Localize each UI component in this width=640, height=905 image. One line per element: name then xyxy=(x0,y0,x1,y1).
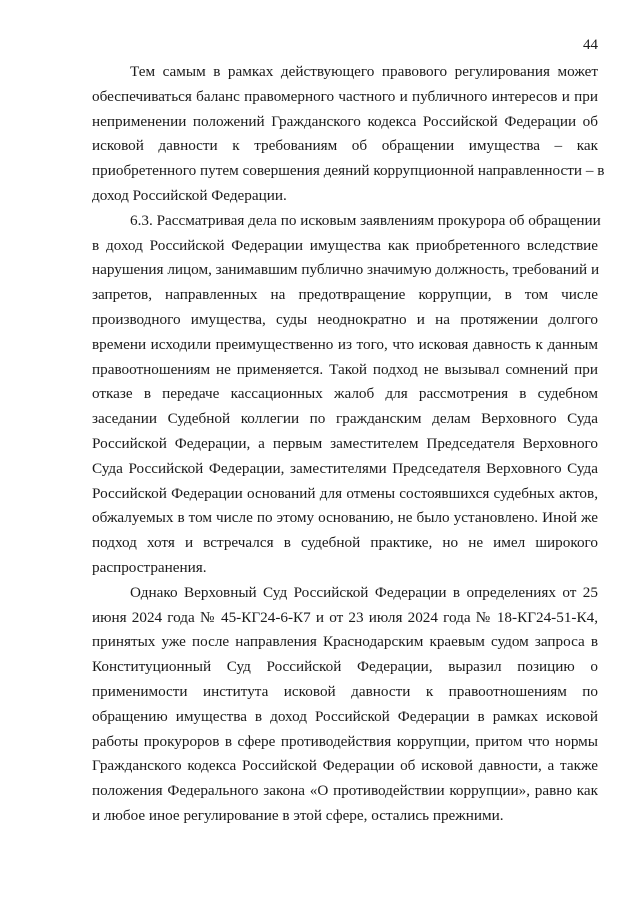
text-line: применимости института исковой давности к правоотношениям по xyxy=(92,682,598,700)
text-line: распространения. xyxy=(92,558,207,576)
text-line: Российской Федерации оснований для отмены состоявшихся судебных актов, xyxy=(92,484,598,502)
text-line: подход хотя и встречался в судебной практике, но не имел широкого xyxy=(92,534,598,552)
text-line: обращению имущества в доход Российской Федерации в рамках исковой xyxy=(92,707,598,725)
text-line: отказе в передаче кассационных жалоб для рассмотрения в судебном xyxy=(92,385,598,403)
text-line: запретов, направленных на предотвращение коррупции, в том числе xyxy=(92,286,598,304)
page-number: 44 xyxy=(583,37,598,53)
text-line: неприменении положений Гражданского кодекса Российской Федерации об xyxy=(92,112,598,130)
text-line: заседании Судебной коллегии по гражданским делам Верховного Суда xyxy=(92,410,598,428)
text-line: Однако Верховный Суд Российской Федерации в определениях от 25 xyxy=(130,583,598,601)
text-line: обжалуемых в том числе по этому основанию, не было установлено. Иной же xyxy=(92,509,598,527)
text-line: производного имущества, суды неоднократно и на протяжении долгого xyxy=(92,310,598,328)
text-line: Российской Федерации, а первым заместителем Председателя Верховного xyxy=(92,434,598,452)
text-line: Тем самым в рамках действующего правового регулирования может xyxy=(130,63,598,80)
text-line: приобретенного путем совершения деяний коррупционной направленности – в xyxy=(92,162,605,180)
text-line: 6.3. Рассматривая дела по исковым заявлениям прокурора об обращении xyxy=(130,211,601,229)
text-line: Гражданского кодекса Российской Федерации об исковой давности, а также xyxy=(92,757,598,775)
text-line: и любое иное регулирование в этой сфере, остались прежними. xyxy=(92,806,504,824)
text-line: июня 2024 года № 45-КГ24-6-К7 и от 23 июля 2024 года № 18-КГ24-51-К4, xyxy=(92,608,598,626)
text-line: Суда Российской Федерации, заместителями Председателя Верховного Суда xyxy=(92,459,598,477)
text-line: в доход Российской Федерации имущества как приобретенного вследствие xyxy=(92,236,598,254)
text-line: Конституционный Суд Российской Федерации, выразил позицию о xyxy=(92,658,598,676)
text-line: правоотношениям не применяется. Такой подход не вызывал сомнений при xyxy=(92,360,598,378)
text-line: положения Федерального закона «О противодействии коррупции», равно как xyxy=(92,782,598,800)
text-line: нарушения лицом, занимавшим публично значимую должность, требований и xyxy=(92,261,600,279)
text-line: работы прокуроров в сфере противодействия коррупции, притом что нормы xyxy=(92,732,598,750)
text-line: доход Российской Федерации. xyxy=(92,186,287,204)
paragraph xyxy=(92,581,598,829)
text-line: принятых уже после направления Краснодарским краевым судом запроса в xyxy=(92,633,598,651)
paragraph xyxy=(92,60,605,209)
text-line: исковой давности к требованиям об обращении имущества – как xyxy=(92,137,598,155)
text-line: обеспечиваться баланс правомерного частного и публичного интересов и при xyxy=(92,87,598,105)
text-line: времени исходили преимущественно из того, что исковая давность к данным xyxy=(92,335,598,353)
document-body xyxy=(92,60,605,829)
paragraph xyxy=(92,209,601,581)
